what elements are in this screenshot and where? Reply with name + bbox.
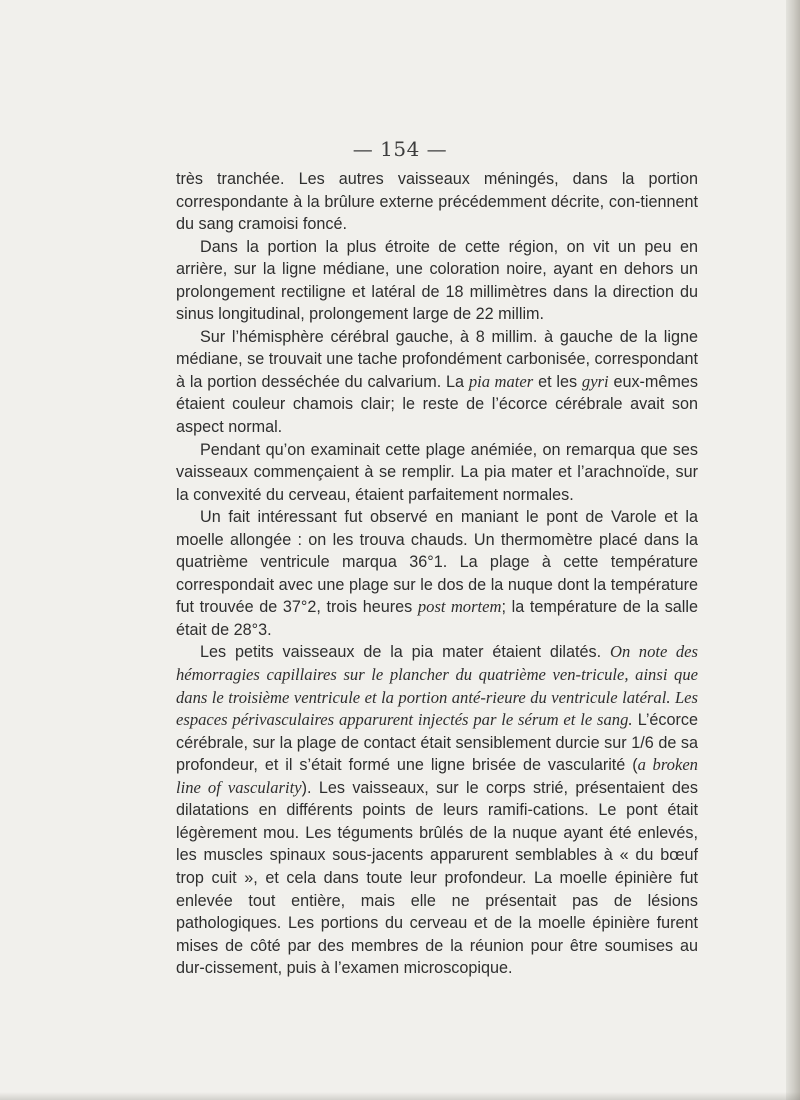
paragraph-4: Pendant qu’on examinait cette plage anémiée, on remarqua que ses vaisseaux commençaient à se remplir. La pia mater et l’arachnoïde, sur la convexité du cerveau, étaient parfaitement normales. [176, 440, 698, 504]
paragraph-5-text: ; la température de la salle était de 28°3. [176, 598, 698, 639]
paragraph-6-text: ). Les vaisseaux, sur le corps strié, présentaient des dilatations en différents points de leurs ramifi-cations. Le pont était légèrement mou. Les téguments brûlés de la nuque ayant été enlevés, les muscles spinaux sous-jacents apparurent semblables à « du bœuf trop cuit », et cela dans toute leur profondeur. La moelle épinière fut enlevée tout entière, mais elle ne présentait pas de lésions pathologiques. Les portions du cerveau et de la moelle épinière furent mises de côté par des membres de la réunion pour être soumises au dur-cissement, puis à l’examen microscopique. [176, 778, 698, 978]
paragraph-3-text: et les [533, 372, 582, 391]
paragraph-5 [176, 506, 698, 641]
paragraph-3-text: Sur l’hémisphère cérébral gauche, à 8 millim. à gauche de la ligne médiane, se trouvait une tache profondément carbonisée, correspondant à la portion desséchée du calvarium. La [176, 327, 698, 391]
body-text [176, 168, 698, 980]
paragraph-3-text: eux-mêmes étaient couleur chamois clair; le reste de l’écorce cérébrale avait son aspect normal. [176, 372, 698, 437]
paragraph-6-text: Les petits vaisseaux de la pia mater étaient dilatés. [200, 643, 610, 662]
paragraph-6-text: L’écorce cérébrale, sur la plage de contact était sensiblement durcie sur 1/6 de sa profondeur, et il s’était formé une ligne brisée de vascularité ( [176, 711, 698, 775]
italic-passage-hemorrhages: On note des hémorragies capillaires sur le plancher du quatrième ven-tricule, ainsi que dans le troisième ventricule et la portion anté-rieure du ventricule latéral. Les espaces périvasculaires apparurent injectés par le sérum et le sang. [176, 642, 698, 730]
page-number: — 154 — [352, 137, 448, 161]
paragraph-3 [176, 326, 698, 439]
paragraph-2: Dans la portion la plus étroite de cette région, on vit un peu en arrière, sur la ligne médiane, une coloration noire, ayant en dehors un prolongement rectiligne et latéral de 18 millimètres dans la direction du sinus longitudinal, prolongement large de 22 millim. [176, 237, 698, 324]
page-edge-shadow [786, 0, 800, 1100]
italic-term-gyri: gyri [581, 371, 609, 391]
page-bottom-shadow [0, 1092, 800, 1100]
paragraph-5-text: Un fait intéressant fut observé en maniant le pont de Varole et la moelle allongée : on les trouva chauds. Un thermomètre placé dans la quatrième ventricule marqua 36°1. La plage à cette température correspondait avec une plage sur le dos de la nuque dont la température fut trouvée de 37°2, trois heures [176, 508, 698, 617]
italic-term-post-mortem: post mortem [417, 597, 502, 617]
italic-term-pia-mater: pia mater [468, 371, 534, 391]
paragraph-6 [176, 641, 698, 979]
italic-term-broken-line: a broken line of vascularity [176, 755, 698, 797]
paragraph-1: très tranchée. Les autres vaisseaux méningés, dans la portion correspondante à la brûlure externe précédemment décrite, con-tiennent du sang cramoisi foncé. [176, 170, 698, 234]
